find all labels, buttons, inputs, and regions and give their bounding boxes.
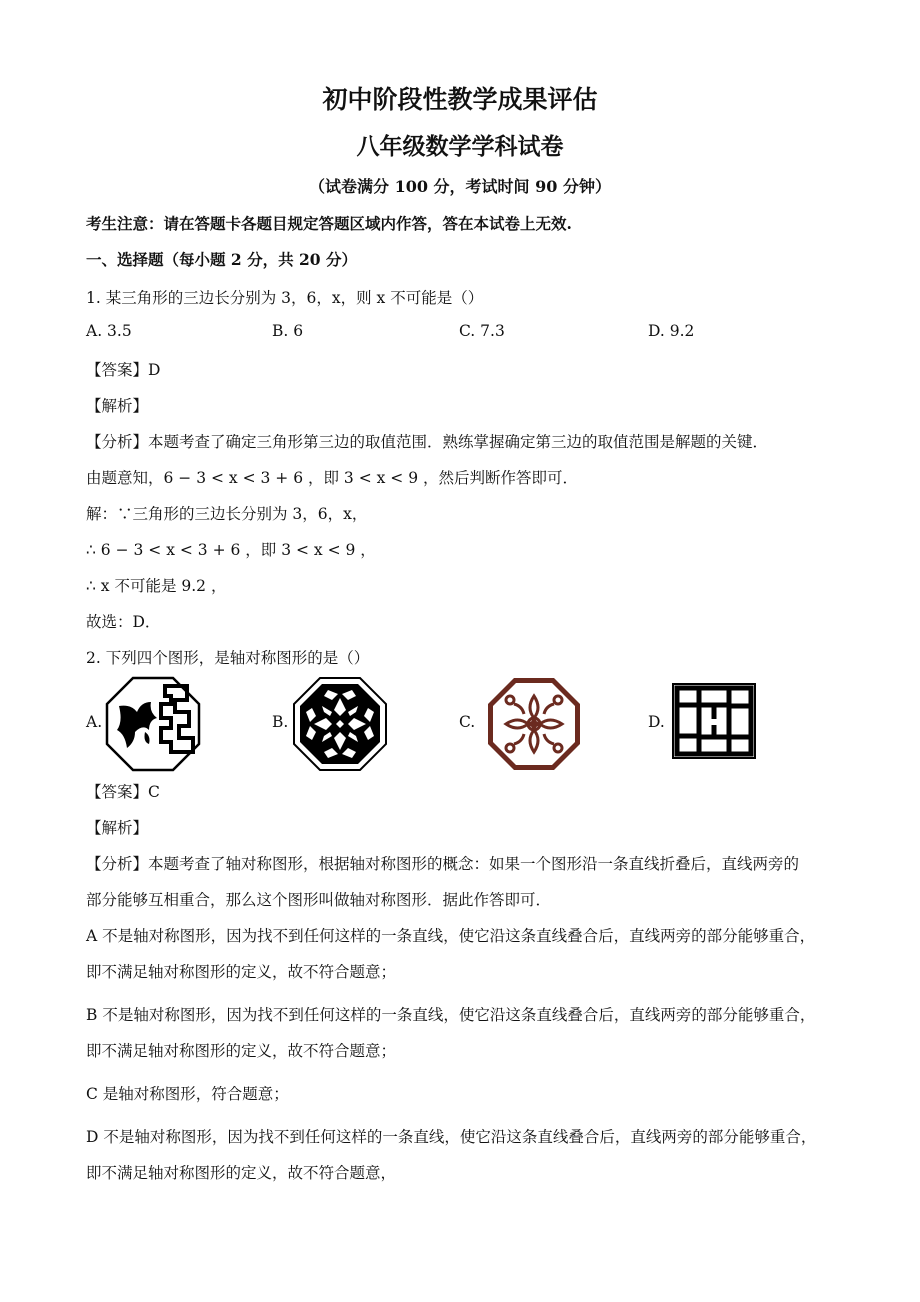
document-title: 初中阶段性教学成果评估 (322, 85, 598, 114)
q2-analysis-heading: 【解析】 (86, 819, 149, 837)
exam-info: （试卷满分 100 分，考试时间 90 分钟） (309, 177, 611, 196)
q1-option-d: D. 9.2 (648, 322, 695, 340)
q2-answer: 【答案】C (86, 783, 160, 801)
octagon-star-lattice-icon (292, 676, 388, 772)
q2-label-a: A. (86, 713, 103, 731)
q1-solution-line-1: 由题意知，6 − 3 < x < 3 + 6 ，即 3 < x < 9 ，然后判断作答即可． (86, 469, 578, 487)
q1-solution-line-3: ∴ 6 − 3 < x < 3 + 6 ，即 3 < x < 9 ， (86, 541, 376, 559)
q2-analysis-line-2: 部分能够互相重合，那么这个图形叫做轴对称图形．据此作答即可． (86, 891, 552, 909)
question-1-stem: 1. 某三角形的三边长分别为 3，6，x，则 x 不可能是（） (86, 289, 484, 307)
q2-reason-b-line-2: 即不满足轴对称图形的定义，故不符合题意； (86, 1042, 397, 1060)
q1-solution-line-2: 解：∵三角形的三边长分别为 3，6，x， (86, 505, 368, 523)
q1-option-c: C. 7.3 (459, 322, 505, 340)
q1-solution-line-5: 故选：D． (86, 613, 161, 631)
q2-label-b: B. (272, 713, 289, 731)
q1-option-a: A. 3.5 (86, 322, 132, 340)
q2-reason-a-line-2: 即不满足轴对称图形的定义，故不符合题意； (86, 963, 397, 981)
octagon-lattice-icon (105, 676, 201, 772)
document-subtitle: 八年级数学学科试卷 (356, 133, 564, 160)
q1-analysis: 【分析】本题考查了确定三角形第三边的取值范围．熟练掌握确定第三边的取值范围是解题的关键． (86, 433, 769, 451)
section-heading: 一、选择题（每小题 2 分，共 20 分） (86, 250, 357, 269)
q1-answer: 【答案】D (86, 361, 161, 379)
square-fret-icon (672, 683, 756, 759)
q2-reason-d-line-1: D 不是轴对称图形，因为找不到任何这样的一条直线，使它沿这条直线叠合后，直线两旁的部分能够重合， (86, 1128, 817, 1146)
notice-text: 考生注意：请在答题卡各题目规定答题区域内作答，答在本试卷上无效. (86, 214, 572, 233)
q1-analysis-heading: 【解析】 (86, 397, 149, 415)
q2-analysis-line-1: 【分析】本题考查了轴对称图形，根据轴对称图形的概念：如果一个图形沿一条直线折叠后，直线两旁的 (86, 855, 800, 873)
octagon-floral-icon (486, 676, 582, 772)
q2-reason-c: C 是轴对称图形，符合题意； (86, 1085, 289, 1103)
q1-option-b: B. 6 (272, 322, 304, 340)
q2-reason-d-line-2: 即不满足轴对称图形的定义，故不符合题意， (86, 1164, 397, 1182)
q2-label-d: D. (648, 713, 665, 731)
q1-solution-line-4: ∴ x 不可能是 9.2 ， (86, 577, 227, 595)
q2-reason-b-line-1: B 不是轴对称图形，因为找不到任何这样的一条直线，使它沿这条直线叠合后，直线两旁的部分能够重合， (86, 1006, 816, 1024)
q2-reason-a-line-1: A 不是轴对称图形，因为找不到任何这样的一条直线，使它沿这条直线叠合后，直线两旁的部分能够重合， (86, 927, 816, 945)
q2-label-c: C. (459, 713, 476, 731)
question-2-stem: 2. 下列四个图形，是轴对称图形的是（） (86, 649, 370, 667)
